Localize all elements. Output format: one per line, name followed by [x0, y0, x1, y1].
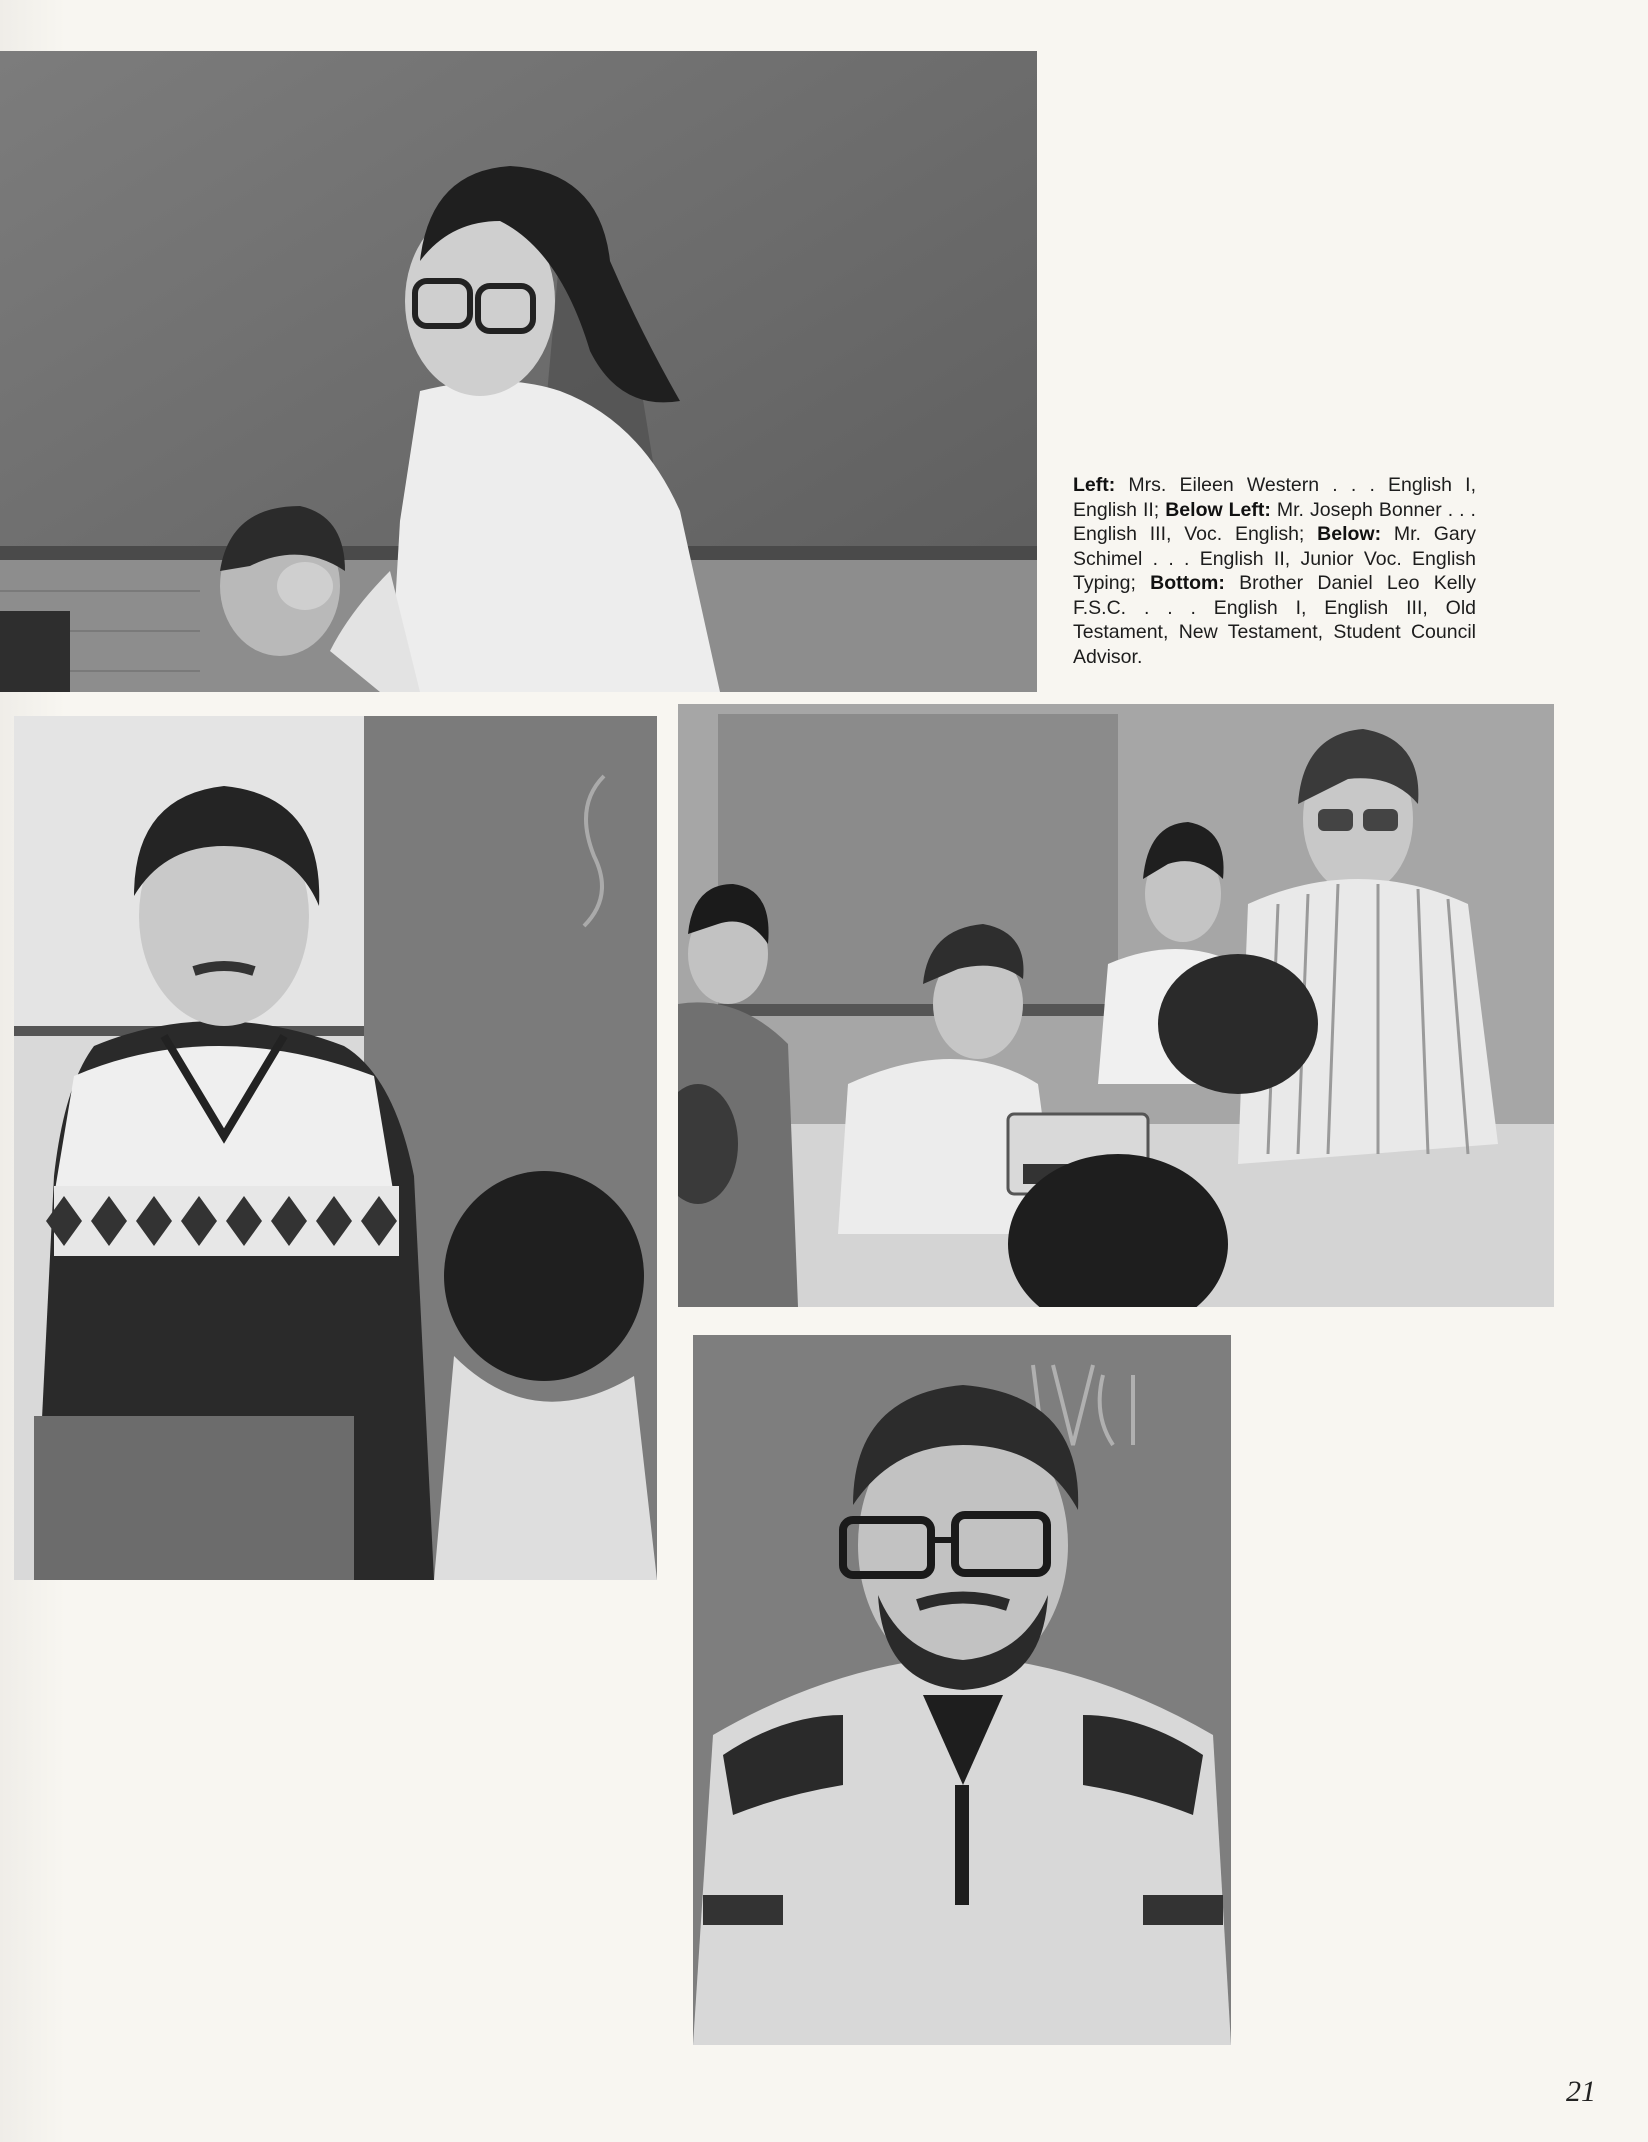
photo-mr-gary-schimel	[678, 704, 1554, 1307]
caption-bottom-text: Brother Daniel Leo Kelly F.S.C. . . . English I, English III, Old Testament, New Testament, Student Council Advisor.	[1073, 572, 1477, 668]
caption-below-left-label: Below Left:	[1165, 498, 1271, 521]
photo-mr-joseph-bonner	[14, 716, 657, 1580]
page-number: 21	[1566, 2075, 1596, 2108]
caption-below-text: Mr. Gary Schimel . . . English II, Junior Voc. English Typing;	[1073, 523, 1476, 594]
caption-left-text: Mrs. Eileen Western . . . English I, English II;	[1073, 474, 1476, 521]
photo-mrs-eileen-western	[0, 51, 1037, 692]
photo-brother-daniel-leo-kelly	[693, 1335, 1231, 2045]
caption-left-label: Left:	[1073, 474, 1116, 496]
caption-below-left-text: Mr. Joseph Bonner . . . English III, Voc. English;	[1073, 498, 1476, 545]
caption-bottom-label: Bottom:	[1150, 572, 1225, 594]
photo-caption	[1073, 473, 1476, 669]
caption-below-label: Below:	[1317, 523, 1382, 545]
